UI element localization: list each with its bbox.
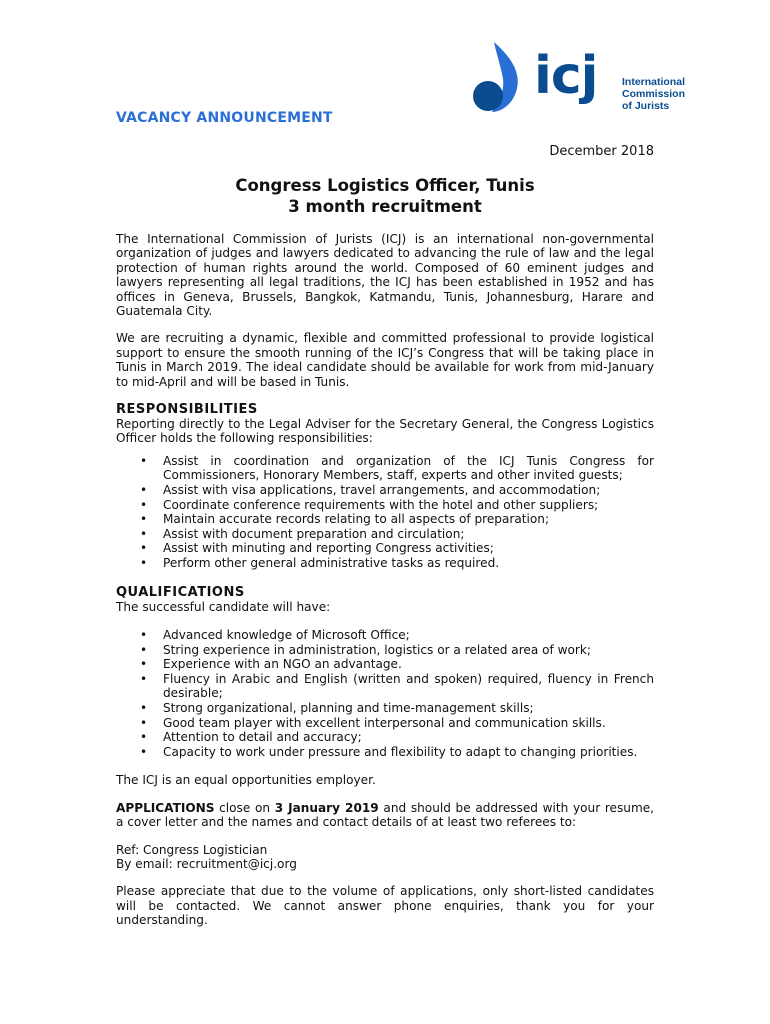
list-item — [116, 657, 654, 672]
announcement-date: December 2018 — [549, 144, 654, 159]
list-item-text: Assist with document preparation and circulation; — [163, 526, 465, 541]
section-heading: RESPONSIBILITIES — [116, 402, 258, 418]
list-item — [116, 541, 654, 556]
logo-wordmark: icj — [534, 46, 598, 106]
document-body — [116, 232, 654, 928]
intro-paragraph: The International Commission of Jurists (ICJ) is an international non-governmental organization of judges and lawyers dedicated to advancing the rule of law and the legal protection of human rights around the world. Composed of 60 eminent judges and lawyers representing all legal traditions, the ICJ has been established in 1952 and has offices in Geneva, Brussels, Bangkok, Katmandu, Tunis, Johannesburg, Harare and Guatemala City. — [116, 232, 654, 319]
bullet-point: • — [140, 526, 148, 541]
list-item-text: Coordinate conference requirements with the hotel and other suppliers; — [163, 497, 599, 512]
applications-text: and should be addressed with your resume, a cover letter and the names and contact details of at least two referees to: — [116, 800, 655, 830]
list-item — [116, 628, 654, 643]
bullet-point: • — [140, 628, 148, 643]
bullet-point: • — [140, 541, 148, 556]
list-item — [116, 498, 654, 513]
logo-org-line: of Jurists — [622, 100, 670, 112]
section-heading: QUALIFICATIONS — [116, 584, 245, 600]
bullet-point: • — [140, 744, 148, 759]
list-item — [116, 730, 654, 745]
list-item — [116, 512, 654, 527]
bullet-point: • — [140, 483, 148, 498]
section-intro: The successful candidate will have: — [116, 599, 331, 614]
list-item — [116, 483, 654, 498]
list-item — [116, 643, 654, 658]
qualifications-list — [116, 628, 654, 759]
bullet-point: • — [140, 730, 148, 745]
reference-line: Ref: Congress Logistician — [116, 842, 268, 857]
icj-logo — [472, 40, 686, 116]
bullet-point: • — [140, 556, 148, 571]
list-item-text: String experience in administration, logistics or a related area of work; — [163, 642, 591, 657]
responsibilities-list — [116, 454, 654, 571]
list-item — [116, 701, 654, 716]
application-deadline: 3 January 2019 — [274, 800, 379, 815]
bullet-point: • — [140, 671, 148, 686]
logo-org-name — [622, 76, 685, 112]
list-item-text: Capacity to work under pressure and flexibility to adapt to changing priorities. — [163, 744, 638, 759]
list-item-text: Advanced knowledge of Microsoft Office; — [163, 628, 410, 643]
email-line: By email: recruitment@icj.org — [116, 857, 297, 871]
list-item-text: Strong organizational, planning and time-management skills; — [163, 701, 534, 715]
logo-org-line: Commission — [622, 88, 686, 100]
list-item — [116, 716, 654, 731]
closing-note: Please appreciate that due to the volume of applications, only short-listed candidates will be contacted. We cannot answer phone enquiries, thank you for your understanding. — [116, 884, 654, 928]
intro-paragraph: We are recruiting a dynamic, flexible and committed professional to provide logistical support to ensure the smooth running of the ICJ’s Congress that will be taking place in Tunis in March 2019. The ideal candidate should be available for work from mid-January to mid-April and will be based in Tunis. — [116, 331, 654, 389]
list-item — [116, 454, 654, 483]
logo-org-line: International — [622, 76, 686, 88]
applications-text: close on — [214, 800, 275, 815]
responsibilities-section — [116, 402, 654, 571]
list-item-text: Good team player with excellent interpersonal and communication skills. — [163, 715, 606, 730]
list-item-text: Attention to detail and accuracy; — [163, 730, 362, 745]
icj-drop-logo-icon — [472, 40, 534, 116]
bullet-point: • — [140, 453, 148, 468]
bullet-point: • — [140, 512, 148, 527]
list-item-text: Assist in coordination and organization of the ICJ Tunis Congress for Commissioners, Honorary Members, staff, experts and other invited guests; — [163, 453, 654, 483]
list-item-text: Experience with an NGO an advantage. — [163, 657, 402, 672]
list-item — [116, 556, 654, 571]
bullet-point: • — [140, 657, 148, 672]
list-item — [116, 672, 654, 701]
job-subtitle: 3 month recruitment — [288, 197, 482, 216]
list-item — [116, 745, 654, 760]
qualifications-section — [116, 585, 654, 760]
list-item-text: Perform other general administrative tasks as required. — [163, 556, 500, 571]
list-item-text: Assist with visa applications, travel arrangements, and accommodation; — [163, 483, 601, 498]
equal-opportunities-statement: The ICJ is an equal opportunities employer. — [116, 773, 376, 788]
job-title: Congress Logistics Officer, Tunis — [235, 176, 535, 195]
list-item — [116, 527, 654, 542]
bullet-point: • — [140, 642, 148, 657]
applications-label: APPLICATIONS — [116, 800, 215, 815]
list-item-text: Maintain accurate records relating to all aspects of preparation; — [163, 512, 550, 527]
list-item-text: Fluency in Arabic and English (written and spoken) required, fluency in French desirable; — [163, 671, 654, 701]
applications-paragraph — [116, 801, 654, 830]
vacancy-heading: VACANCY ANNOUNCEMENT — [116, 110, 333, 126]
bullet-point: • — [140, 701, 148, 715]
bullet-point: • — [140, 715, 148, 730]
bullet-point: • — [140, 497, 148, 512]
section-intro: Reporting directly to the Legal Adviser for the Secretary General, the Congress Logistics Officer holds the following responsibilities: — [116, 417, 654, 446]
list-item-text: Assist with minuting and reporting Congress activities; — [163, 541, 494, 556]
